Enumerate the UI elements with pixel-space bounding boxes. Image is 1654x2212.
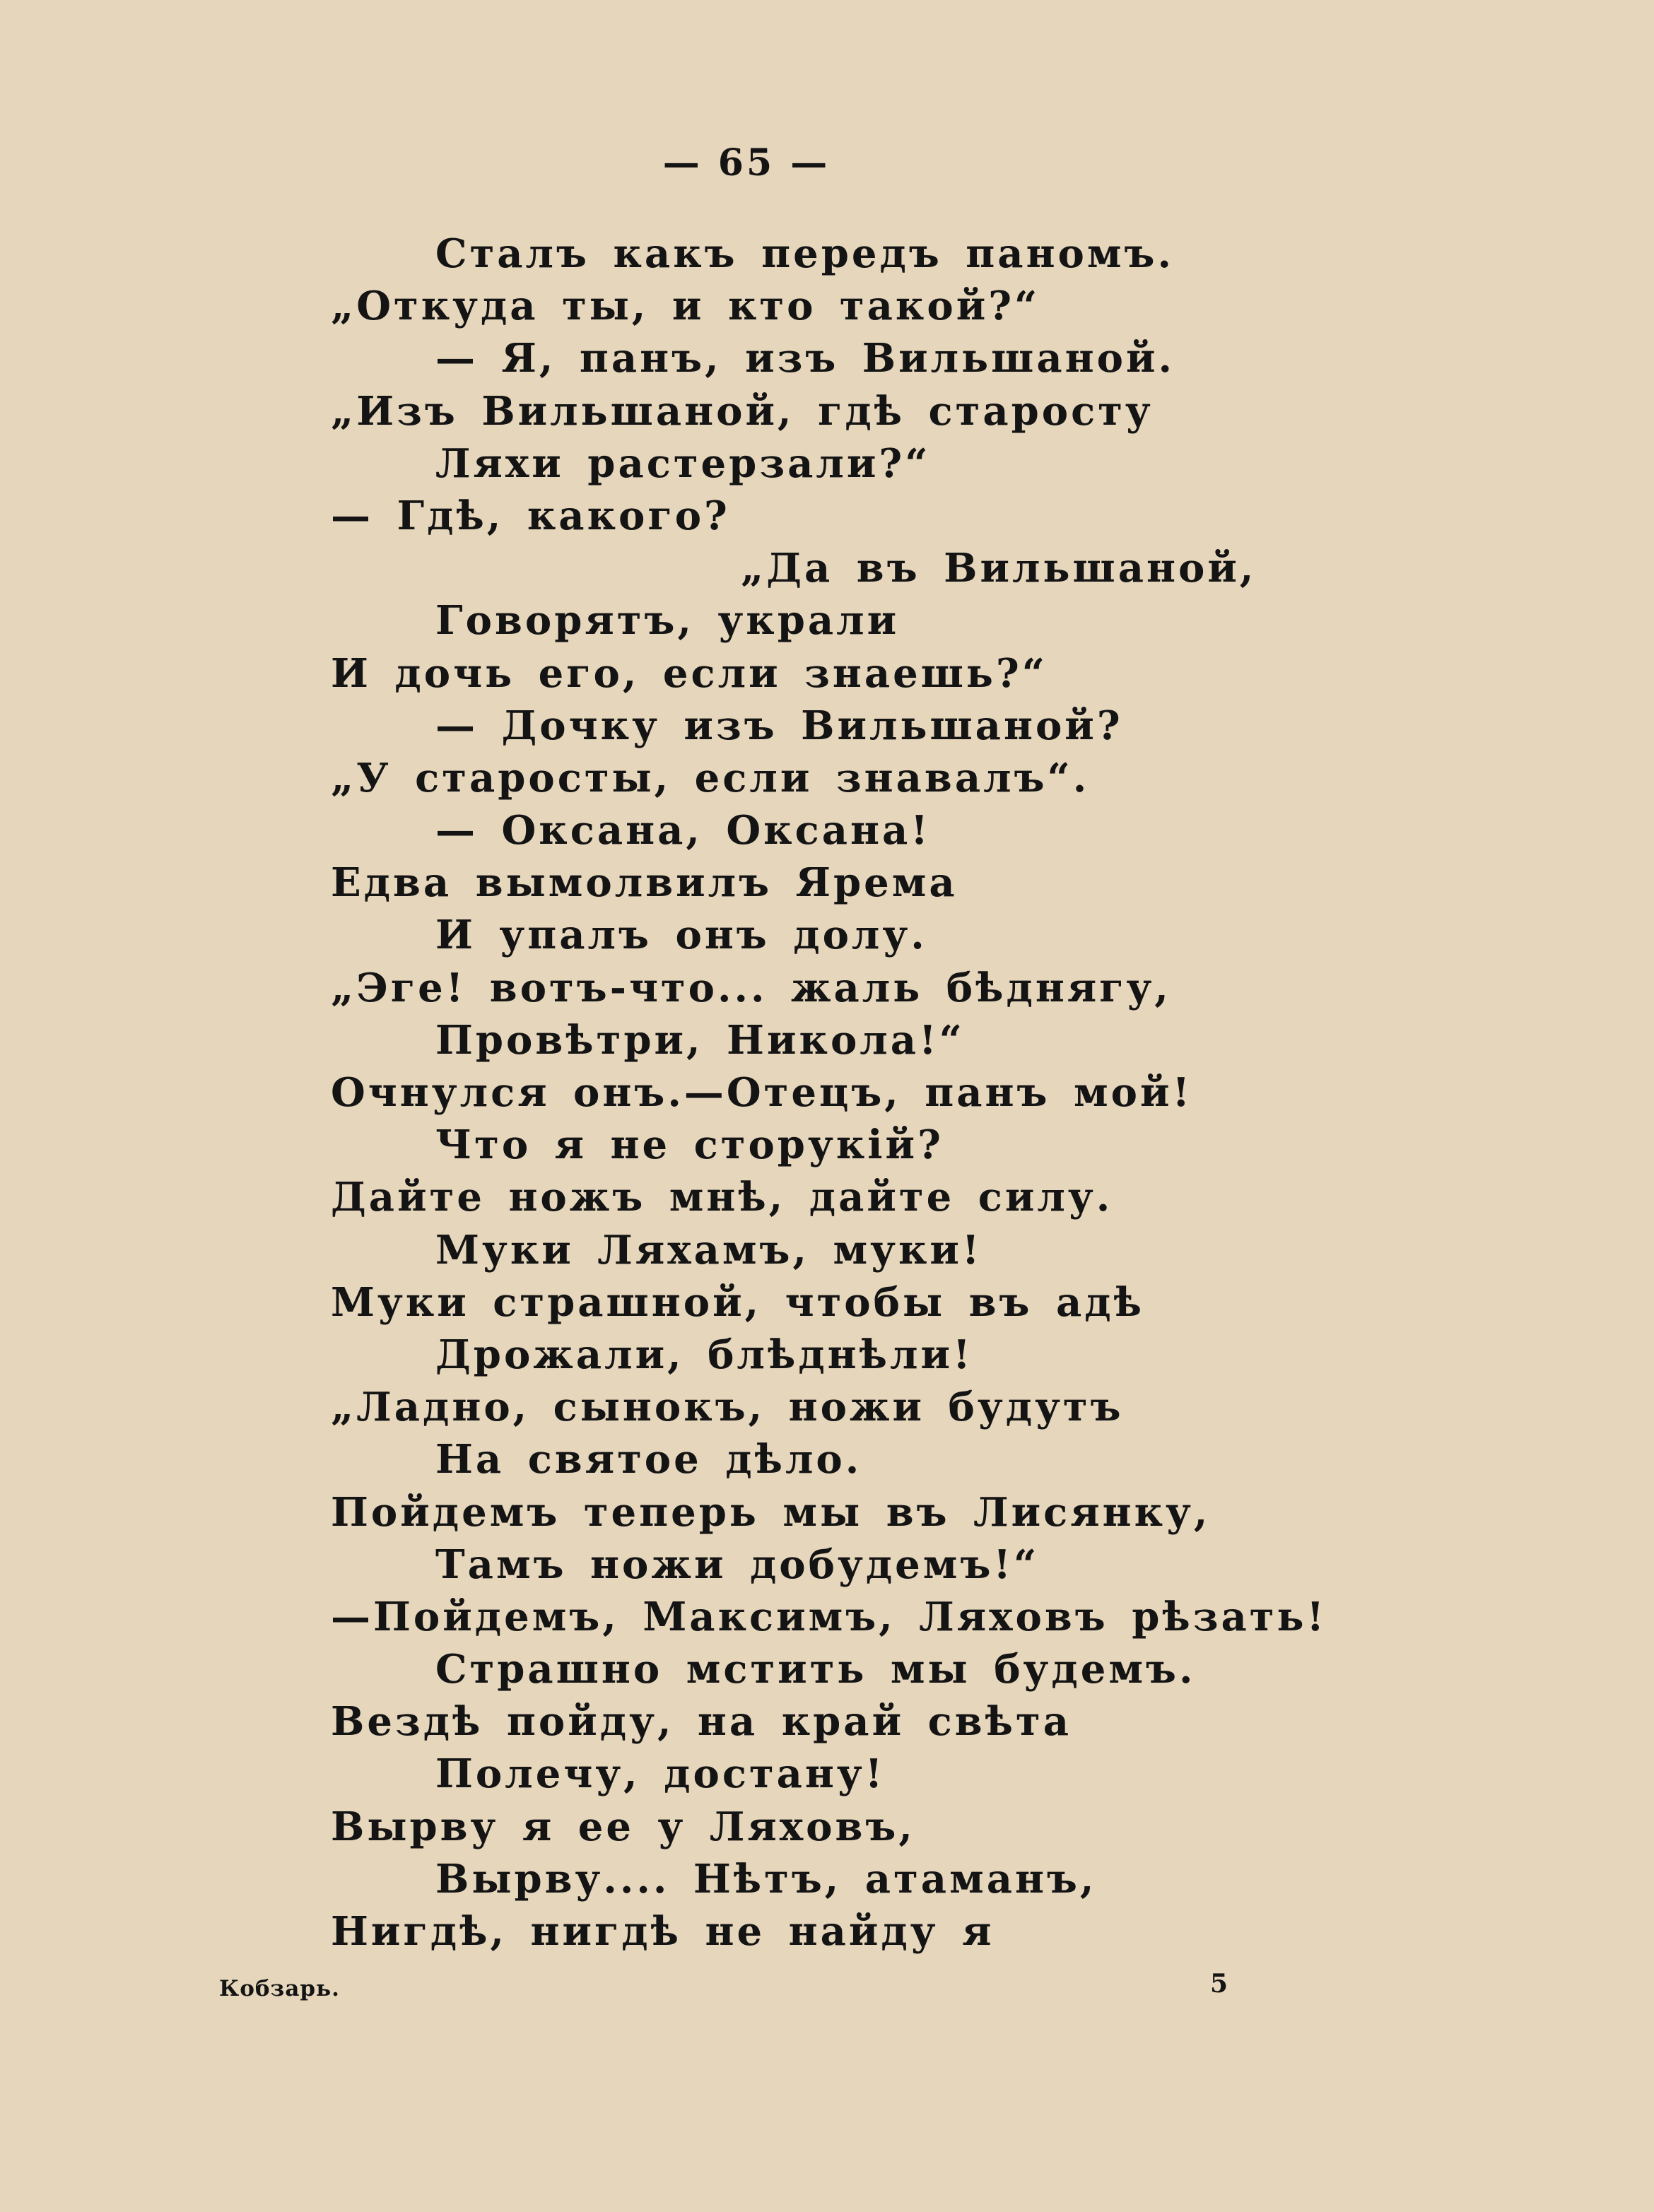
poem-line: Что я не сторукій? (435, 1122, 944, 1169)
poem-line: Вездѣ пойду, на край свѣта (331, 1698, 1072, 1746)
poem-line: Нигдѣ, нигдѣ не найду я (331, 1908, 995, 1955)
poem-line: Полечу, достану! (435, 1751, 886, 1798)
poem-line: „У старосты, если знавалъ“. (331, 754, 1090, 801)
poem-line: Сталъ какъ передъ паномъ. (435, 230, 1175, 277)
poem-text (331, 228, 1646, 1958)
poem-line: „Откуда ты, и кто такой?“ (331, 283, 1040, 330)
poem-line: Тамъ ножи добудемъ!“ (435, 1541, 1040, 1588)
poem-line: Провѣтри, Никола!“ (435, 1016, 965, 1064)
poem-line: Страшно мстить мы будемъ. (435, 1646, 1196, 1693)
page-number: — 65 — (662, 141, 831, 184)
poem-line: Вырву я ее у Ляховъ, (331, 1803, 915, 1850)
poem-line: — Дочку изъ Вильшаной? (435, 702, 1123, 749)
poem-line: Едва вымолвилъ Ярема (331, 859, 958, 907)
poem-line: — Гдѣ, какого? (331, 492, 730, 539)
poem-line: Ляхи растерзали?“ (435, 440, 931, 487)
poem-line: И дочь его, если знаешь?“ (331, 649, 1048, 697)
poem-line: Муки Ляхамъ, муки! (435, 1226, 983, 1273)
poem-line: На святое дѣло. (435, 1436, 862, 1483)
poem-line: Дрожали, блѣднѣли! (435, 1331, 973, 1378)
poem-line: „Эге! вотъ-что... жаль бѣднягу, (331, 964, 1171, 1011)
poem-line: — Оксана, Оксана! (435, 807, 931, 854)
book-title-footer: Кобзарь. (219, 1976, 340, 2001)
poem-line: Говорятъ, украли (435, 597, 900, 645)
poem-line: Муки страшной, чтобы въ адѣ (331, 1278, 1144, 1326)
poem-line: Очнулся онъ.—Отецъ, панъ мой! (331, 1069, 1193, 1116)
poem-line: Вырву.... Нѣтъ, атаманъ, (435, 1855, 1097, 1902)
poem-line: И упалъ онъ долу. (435, 912, 927, 959)
poem-line: — Я, панъ, изъ Вильшаной. (435, 335, 1175, 382)
poem-line: „Да въ Вильшаной, (741, 545, 1257, 592)
poem-line: „Ладно, сынокъ, ножи будутъ (331, 1384, 1124, 1431)
poem-line: „Изъ Вильшаной, гдѣ старосту (331, 387, 1154, 435)
poem-line: Пойдемъ теперь мы въ Лисянку, (331, 1488, 1211, 1536)
signature-mark: 5 (1210, 1969, 1228, 1999)
poem-line: —Пойдемъ, Максимъ, Ляховъ рѣзать! (331, 1593, 1327, 1640)
poem-line: Дайте ножъ мнѣ, дайте силу. (331, 1174, 1113, 1221)
